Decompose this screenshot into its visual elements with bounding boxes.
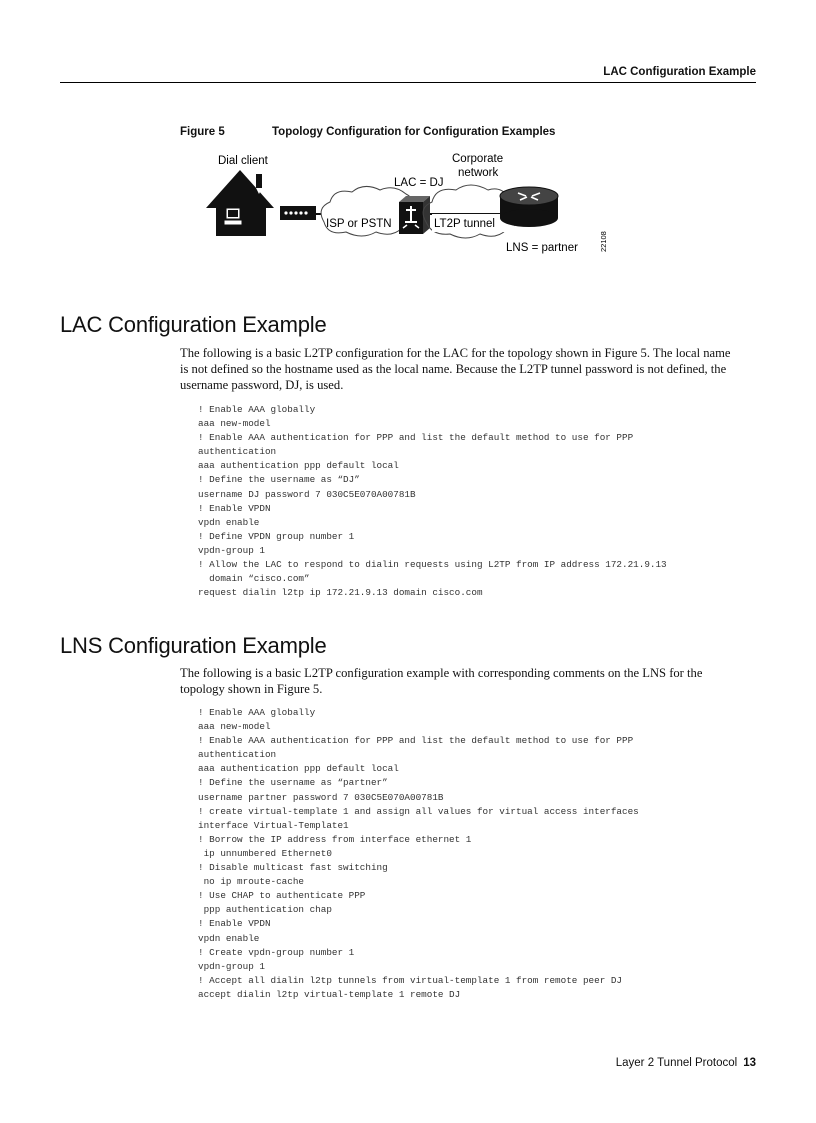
figure-id: 22108 <box>599 231 608 252</box>
figure-number: Figure 5 <box>180 126 225 138</box>
lns-section-paragraph: The following is a basic L2TP configuration example with corresponding comments on the LNS for the topology shown in Figure 5. <box>180 666 703 696</box>
modem-icon <box>280 206 316 220</box>
lns-code-block: ! Enable AAA globally aaa new-model ! Enable AAA authentication for PPP and list the default method to use for PPP authentication aaa authentication ppp default local ! Define the username as “partner” username partner password 7 030C5E070A00781B ! create virtual-template 1 and assign all values for virtual access interfaces interface Virtual-Template1 ! Borrow the IP address from interface ethernet 1 ip unnumbered Ethernet0 ! Disable multicast fast switching no ip mroute-cache ! Use CHAP to authenticate PPP ppp authentication chap ! Enable VPDN vpdn enable ! Create vpdn-group number 1 vpdn-group 1 ! Accept all dialin l2tp tunnels from virtual-template 1 from remote peer DJ accept dialin l2tp virtual-template 1 remote DJ <box>198 707 639 1000</box>
dial-client-label: Dial client <box>218 155 268 167</box>
tunnel-label: LT2P tunnel <box>434 218 495 230</box>
figure-caption <box>180 126 555 138</box>
figure-title: Topology Configuration for Configuration Examples <box>272 126 556 138</box>
page-number: 13 <box>743 1057 756 1069</box>
isp-label: ISP or PSTN <box>326 218 392 230</box>
header-rule <box>60 82 756 83</box>
lac-router-icon <box>399 196 430 234</box>
lac-label: LAC = DJ <box>394 177 444 189</box>
topology-diagram <box>200 148 620 263</box>
lns-label: LNS = partner <box>506 242 578 254</box>
dial-client-house-icon <box>206 170 274 236</box>
corporate-label-line1: Corporate <box>452 153 504 165</box>
corporate-label-line2: network <box>458 167 499 179</box>
lac-section-heading: LAC Configuration Example <box>60 312 327 337</box>
lac-section-paragraph: The following is a basic L2TP configuration for the LAC for the topology shown in Figure 5. The local name is not defined so the hostname used as the local name. Because the L2TP tunnel password is not defined, the username password, DJ, is used. <box>180 346 731 392</box>
footer-doc-title: Layer 2 Tunnel Protocol <box>615 1057 738 1069</box>
page-footer <box>616 1057 756 1069</box>
lns-section-heading: LNS Configuration Example <box>60 633 327 658</box>
lac-code-block: ! Enable AAA globally aaa new-model ! Enable AAA authentication for PPP and list the default method to use for PPP authentication aaa authentication ppp default local ! Define the username as “DJ” username DJ password 7 030C5E070A00781B ! Enable VPDN vpdn enable ! Define VPDN group number 1 vpdn-group 1 ! Allow the LAC to respond to dialin requests using L2TP from IP address 172.21.9.13 domain “cisco.com” request dialin l2tp ip 172.21.9.13 domain cisco.com <box>198 404 667 599</box>
running-header-title: LAC Configuration Example <box>603 66 756 78</box>
lns-router-icon <box>500 187 558 227</box>
